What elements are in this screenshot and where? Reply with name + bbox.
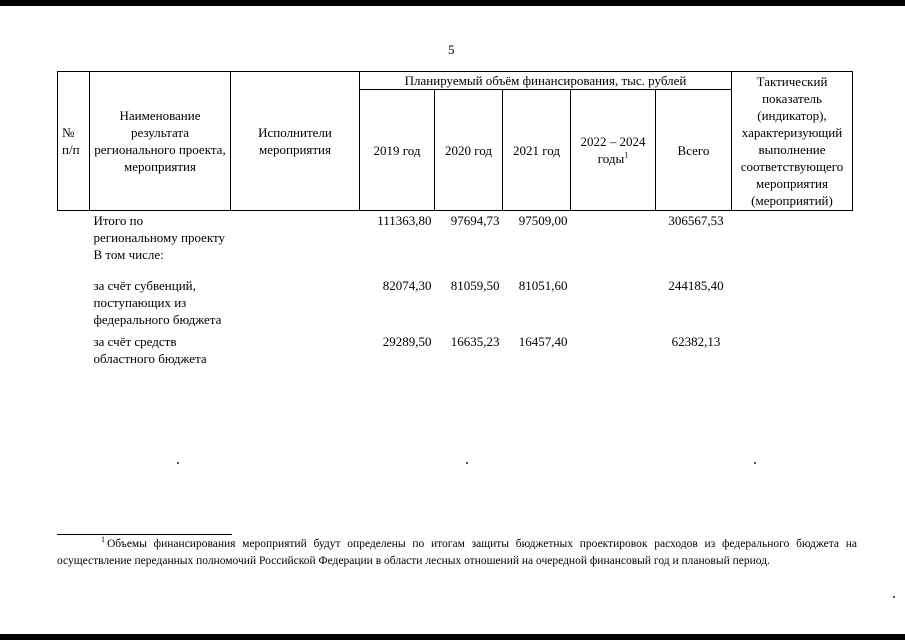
footnote-separator — [57, 534, 232, 535]
scan-speck — [466, 462, 468, 464]
header-number: № п/п — [58, 72, 90, 211]
header-financing-group: Планируемый объём финансирования, тыс. рублей — [360, 72, 732, 90]
cell-2021: 16457,40 — [518, 334, 568, 349]
financing-table — [57, 71, 853, 367]
header-year-2019: 2019 год — [360, 90, 435, 211]
header-year-2021: 2021 год — [503, 90, 571, 211]
row-number — [58, 211, 90, 264]
cell-2022-2024 — [571, 328, 656, 367]
footnote — [57, 536, 857, 570]
cell-2020: 16635,23 — [450, 334, 500, 349]
cell-indicator — [732, 263, 853, 328]
cell-2019: 82074,30 — [382, 278, 432, 293]
header-years-2022-2024 — [571, 90, 656, 211]
footnote-reference: 1 — [624, 150, 629, 160]
table-row — [58, 263, 853, 328]
header-executors: Исполнители мероприятия — [231, 72, 360, 211]
row-executors — [231, 263, 360, 328]
row-executors — [231, 328, 360, 367]
scan-speck — [893, 596, 895, 598]
cell-indicator — [732, 328, 853, 367]
cell-2022-2024 — [571, 211, 656, 264]
row-label: за счёт средств областного бюджета — [93, 334, 207, 366]
scan-bottom-border — [0, 634, 905, 640]
cell-2021: 97509,00 — [518, 213, 568, 228]
row-label — [90, 211, 231, 264]
table-row — [58, 328, 853, 367]
cell-2019: 29289,50 — [382, 334, 432, 349]
page-number: 5 — [448, 42, 455, 57]
cell-total: 306567,53 — [668, 213, 724, 228]
header-name: Наименование результата регионального проекта, мероприятия — [90, 72, 231, 211]
cell-2020: 97694,73 — [450, 213, 500, 228]
cell-2021: 81051,60 — [518, 278, 568, 293]
cell-indicator — [732, 211, 853, 264]
table-row — [58, 211, 853, 264]
cell-2022-2024 — [571, 263, 656, 328]
cell-total: 244185,40 — [668, 278, 724, 293]
scan-top-border — [0, 0, 905, 6]
header-year-2020: 2020 год — [435, 90, 503, 211]
row-label-text: Итого по региональному проекту — [93, 213, 226, 245]
row-label: за счёт субвенций, поступающих из федерального бюджета — [93, 278, 222, 327]
table-header — [58, 72, 853, 211]
header-years-2022-2024-label: 2022 – 2024 годы — [580, 134, 646, 166]
footnote-mark: 1 — [101, 535, 105, 545]
footnote-text: Объемы финансирования мероприятий будут определены по итогам защиты бюджетных проектировок расходов из федерального бюджета на осуществление переданных полномочий Российской Федерации в области лесных отношений на очередной финансовый год и плановый период. — [57, 538, 857, 567]
row-number — [58, 328, 90, 367]
row-executors — [231, 211, 360, 264]
scan-speck — [754, 462, 756, 464]
cell-2020: 81059,50 — [450, 278, 500, 293]
cell-total: 62382,13 — [671, 334, 721, 349]
header-indicator: Тактический показатель (индикатор), характеризующий выполнение соответствующего мероприятия (мероприятий) — [732, 72, 853, 211]
cell-2019: 111363,80 — [377, 213, 432, 228]
scan-speck — [177, 462, 179, 464]
header-total: Всего — [656, 90, 732, 211]
row-number — [58, 263, 90, 328]
row-sublabel: В том числе: — [93, 247, 164, 262]
